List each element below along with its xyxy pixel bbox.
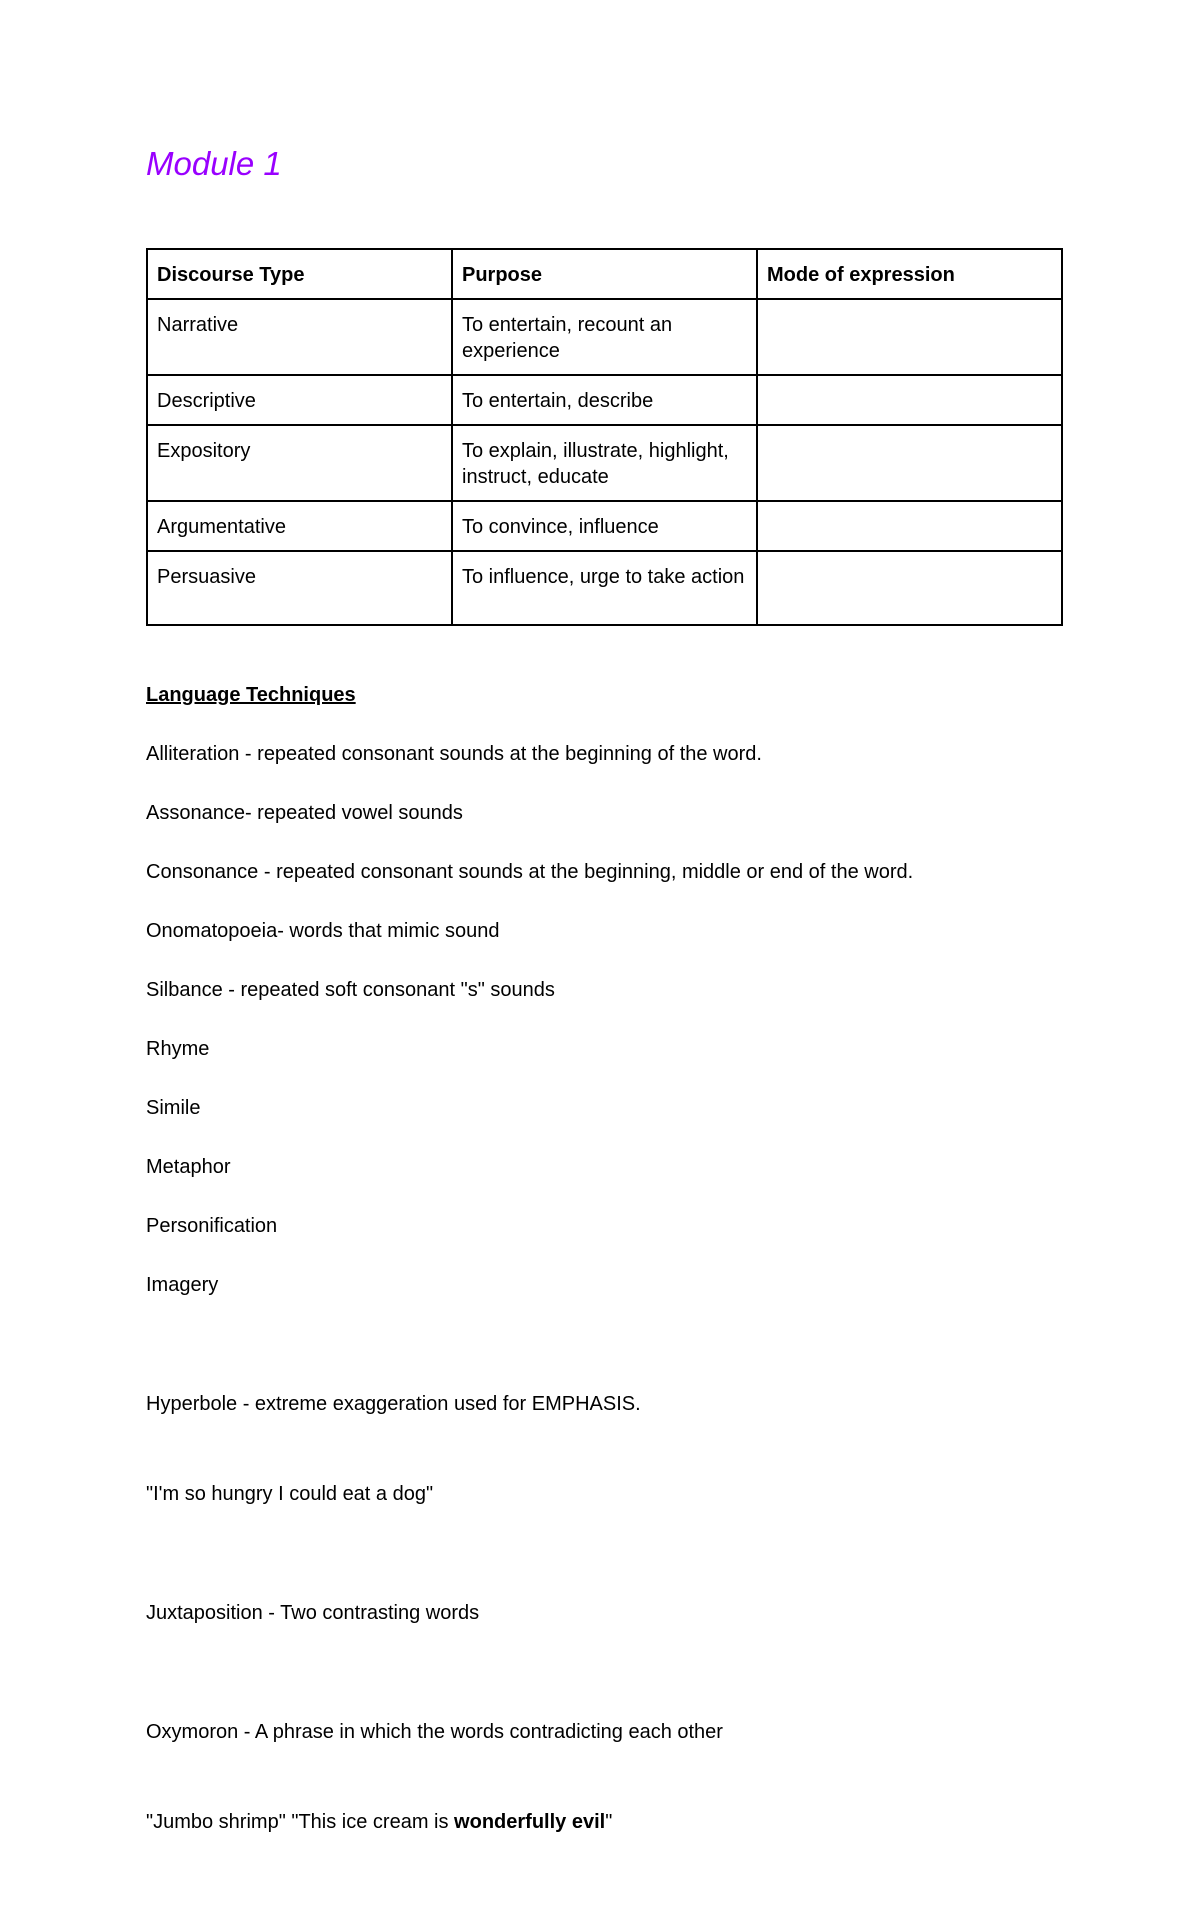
table-cell-mode bbox=[757, 375, 1062, 425]
technique-item: Silbance - repeated soft consonant "s" sounds bbox=[146, 979, 555, 1001]
table-row bbox=[147, 299, 1062, 375]
technique-oxymoron bbox=[146, 1657, 1106, 1897]
table-header-row bbox=[147, 249, 1062, 299]
table-cell-mode bbox=[757, 551, 1062, 625]
table-cell-type: Descriptive bbox=[147, 375, 452, 425]
technique-item: Imagery bbox=[146, 1274, 219, 1296]
discourse-table bbox=[146, 248, 1063, 626]
technique-hyperbole bbox=[146, 1329, 1106, 1569]
table-cell-type: Expository bbox=[147, 425, 452, 501]
technique-item: Rhyme bbox=[146, 1038, 210, 1060]
technique-item: Metaphor bbox=[146, 1156, 231, 1178]
table-cell-purpose: To influence, urge to take action bbox=[452, 551, 757, 625]
technique-item: Consonance - repeated consonant sounds at the beginning, middle or end of the word. bbox=[146, 861, 914, 883]
table-row bbox=[147, 551, 1062, 625]
oxymoron-example-bold: wonderfully evil bbox=[454, 1811, 606, 1833]
section-heading: Language Techniques bbox=[146, 684, 356, 706]
column-header: Mode of expression bbox=[757, 249, 1062, 299]
technique-item: Assonance- repeated vowel sounds bbox=[146, 802, 463, 824]
table-cell-purpose: To convince, influence bbox=[452, 501, 757, 551]
technique-item: Onomatopoeia- words that mimic sound bbox=[146, 920, 500, 942]
table-cell-mode bbox=[757, 299, 1062, 375]
technique-item: Simile bbox=[146, 1097, 201, 1119]
hyperbole-example: "I'm so hungry I could eat a dog" bbox=[146, 1483, 434, 1505]
oxymoron-definition: Oxymoron - A phrase in which the words contradicting each other bbox=[146, 1721, 723, 1743]
table-cell-purpose: To entertain, recount an experience bbox=[452, 299, 757, 375]
table-row bbox=[147, 375, 1062, 425]
table-cell-type: Persuasive bbox=[147, 551, 452, 625]
table-row bbox=[147, 425, 1062, 501]
page-title: Module 1 bbox=[146, 145, 282, 182]
table-cell-purpose: To entertain, describe bbox=[452, 375, 757, 425]
column-header: Purpose bbox=[452, 249, 757, 299]
technique-item: Alliteration - repeated consonant sounds at the beginning of the word. bbox=[146, 743, 762, 765]
table-cell-mode bbox=[757, 501, 1062, 551]
language-techniques-section bbox=[146, 680, 1106, 1926]
table-cell-purpose: To explain, illustrate, highlight, instruct, educate bbox=[452, 425, 757, 501]
table-cell-type: Narrative bbox=[147, 299, 452, 375]
technique-item: Personification bbox=[146, 1215, 278, 1237]
technique-juxtaposition: Juxtaposition - Two contrasting words bbox=[146, 1602, 480, 1624]
oxymoron-example-end: " bbox=[605, 1811, 613, 1833]
hyperbole-definition: Hyperbole - extreme exaggeration used for EMPHASIS. bbox=[146, 1393, 641, 1415]
table-cell-mode bbox=[757, 425, 1062, 501]
table-row bbox=[147, 501, 1062, 551]
oxymoron-example-start: "Jumbo shrimp" "This ice cream is bbox=[146, 1811, 455, 1833]
table-cell-type: Argumentative bbox=[147, 501, 452, 551]
oxymoron-example bbox=[146, 1807, 1106, 1837]
column-header: Discourse Type bbox=[147, 249, 452, 299]
